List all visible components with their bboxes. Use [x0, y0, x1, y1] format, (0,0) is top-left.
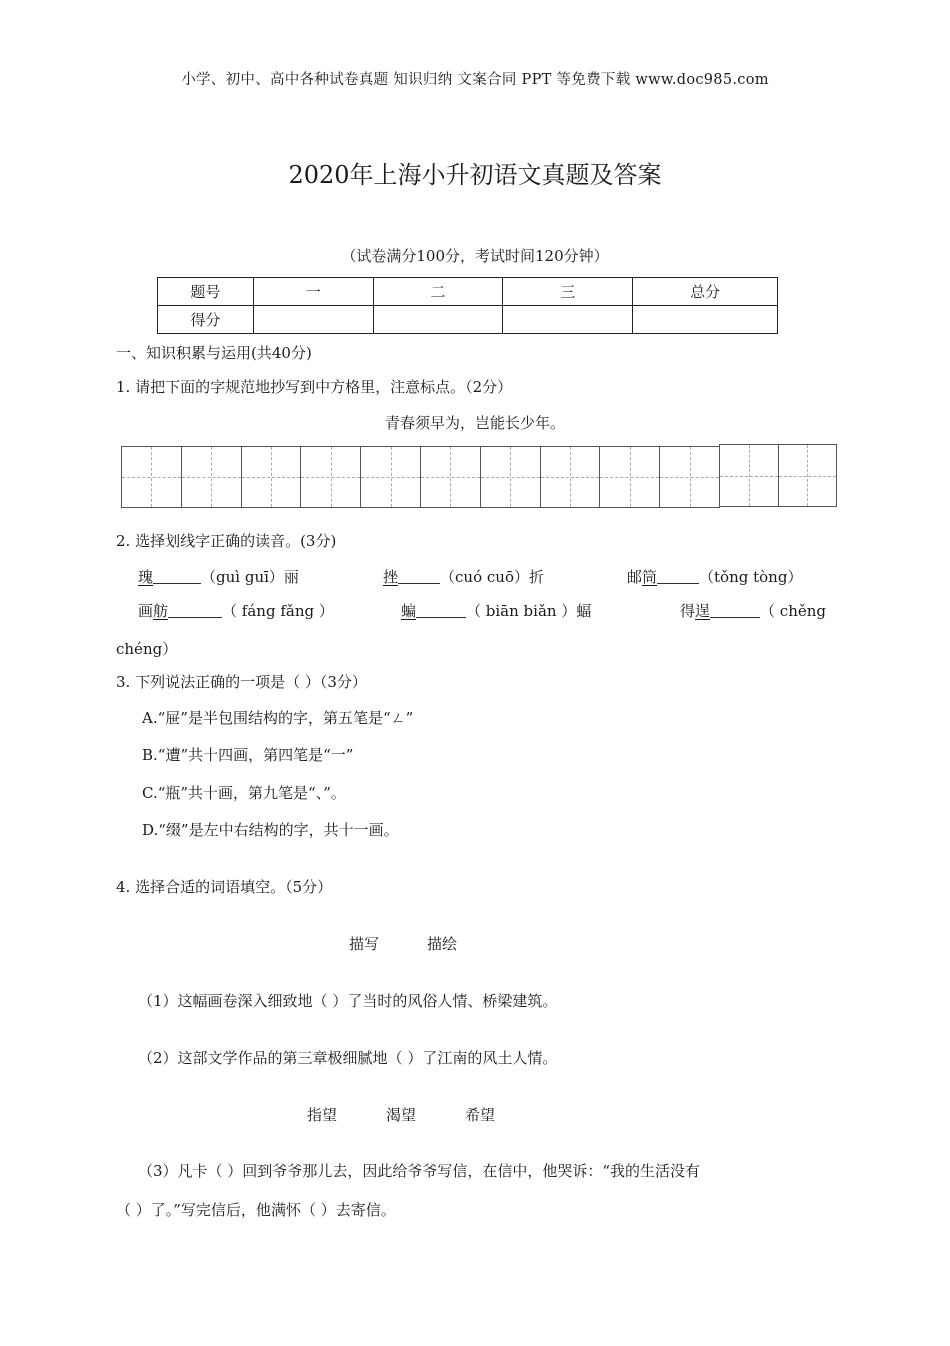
- option-a: A.“屉”是半包围结构的字，第五笔是“ㄥ”: [142, 709, 414, 727]
- writing-cell[interactable]: [360, 446, 421, 508]
- word-choice: 指望: [307, 1106, 338, 1124]
- exam-info: （试卷满分100分，考试时间120分钟）: [341, 247, 609, 265]
- page-header: 小学、初中、高中各种试卷真题 知识归纳 文案合同 PPT 等免费下载 www.doc985.com: [181, 72, 769, 88]
- table-row: [158, 278, 778, 306]
- writing-cell[interactable]: [778, 444, 838, 507]
- table-cell: 一: [253, 278, 373, 306]
- fill-sentence-2: （2）这部文学作品的第三章极细腻地（ ）了江南的风土人情。: [138, 1049, 558, 1067]
- answer-blank[interactable]: [168, 601, 222, 618]
- option-c: C.“瓶”共十画，第九笔是“、”。: [142, 784, 346, 802]
- writing-cell[interactable]: [121, 446, 182, 508]
- fill-sentence-3-cont: （ ）了。”写完信后，他满怀（ ）去寄信。: [116, 1201, 396, 1219]
- score-input-cell[interactable]: [373, 306, 503, 334]
- question-2-stem: 2. 选择划线字正确的读音。(3分): [116, 532, 337, 550]
- question-4-stem: 4. 选择合适的词语填空。（5分）: [116, 878, 333, 896]
- question-1-stem: 1. 请把下面的字规范地抄写到中方格里，注意标点。（2分）: [116, 378, 513, 396]
- writing-cell[interactable]: [719, 444, 779, 507]
- pinyin-item: 蝙 （ biān biǎn ）蝠: [401, 602, 592, 620]
- pinyin-item-wrap: chéng）: [116, 640, 178, 658]
- writing-cell[interactable]: [599, 446, 660, 508]
- answer-blank[interactable]: [710, 601, 760, 618]
- score-input-cell[interactable]: [253, 306, 373, 334]
- word-choice: 渴望: [386, 1106, 417, 1124]
- writing-cell[interactable]: [300, 446, 361, 508]
- question-3-stem: 3. 下列说法正确的一项是（ ）（3分）: [116, 673, 367, 691]
- option-d: D.“缀”是左中右结构的字，共十一画。: [142, 821, 399, 839]
- answer-blank[interactable]: [416, 601, 466, 618]
- writing-cell[interactable]: [659, 446, 720, 508]
- question-1-sentence: 青春须早为，岂能长少年。: [384, 414, 565, 432]
- answer-blank[interactable]: [398, 567, 440, 584]
- fill-sentence-1: （1）这幅画卷深入细致地（ ）了当时的风俗人情、桥梁建筑。: [138, 992, 558, 1010]
- table-cell: 三: [503, 278, 633, 306]
- pinyin-item: 邮筒 （tǒng tòng）: [627, 568, 803, 586]
- word-choice: 希望: [465, 1106, 496, 1124]
- table-cell: 得分: [158, 306, 254, 334]
- answer-blank[interactable]: [657, 567, 699, 584]
- pinyin-item: 瑰 （guì guī）丽: [138, 568, 299, 586]
- writing-cell[interactable]: [480, 446, 541, 508]
- score-input-cell[interactable]: [633, 306, 778, 334]
- word-choice: 描绘: [427, 935, 458, 953]
- score-table: [157, 277, 778, 334]
- table-cell: 总分: [633, 278, 778, 306]
- answer-blank[interactable]: [153, 567, 201, 584]
- writing-cell[interactable]: [181, 446, 242, 508]
- page-title: 2020年上海小升初语文真题及答案: [288, 161, 662, 189]
- table-cell: 二: [373, 278, 503, 306]
- writing-cell[interactable]: [420, 446, 481, 508]
- option-b: B.“遭”共十四画，第四笔是“一”: [142, 746, 354, 764]
- pinyin-item: 画舫 （ fáng fǎng ）: [138, 602, 334, 620]
- writing-cell[interactable]: [241, 446, 302, 508]
- writing-cell[interactable]: [540, 446, 601, 508]
- table-cell: 题号: [158, 278, 254, 306]
- fill-sentence-3: （3）凡卡（ ）回到爷爷那儿去，因此给爷爷写信，在信中，他哭诉：“我的生活没有: [138, 1162, 700, 1180]
- pinyin-item: 挫 （cuó cuō）折: [383, 568, 544, 586]
- pinyin-item: 得逞 （ chěng: [680, 602, 827, 620]
- section-heading: 一、知识积累与运用(共40分): [116, 344, 312, 362]
- score-input-cell[interactable]: [503, 306, 633, 334]
- word-choice: 描写: [349, 935, 380, 953]
- table-row: [158, 306, 778, 334]
